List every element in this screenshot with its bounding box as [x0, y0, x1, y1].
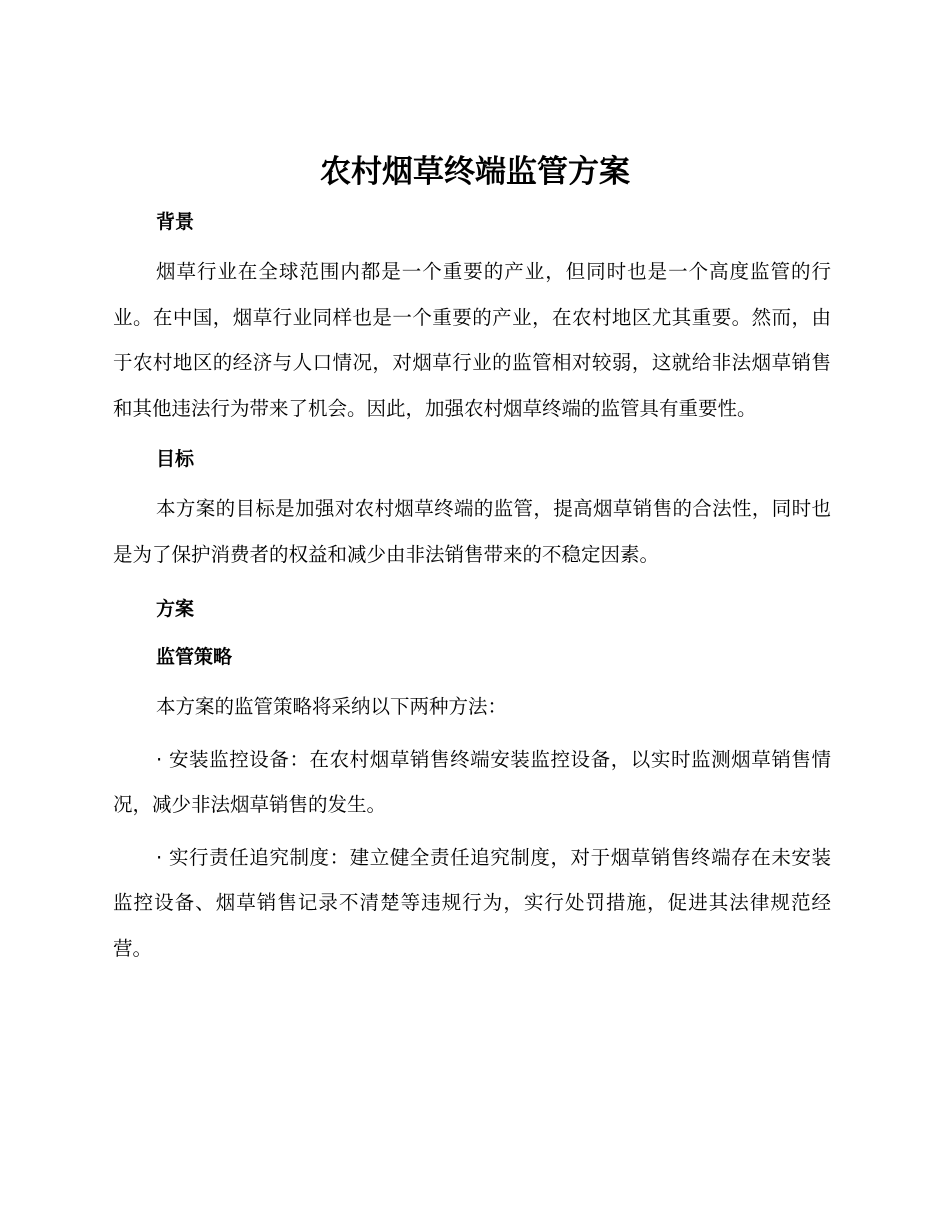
document-title: 农村烟草终端监管方案 — [320, 154, 630, 190]
goal-paragraph: 本方案的目标是加强对农村烟草终端的监管，提高烟草销售的合法性，同时也是为了保护消费者的权益和减少由非法销售带来的不稳定因素。 — [113, 497, 831, 566]
list-item: · 实行责任追究制度：建立健全责任追究制度，对于烟草销售终端存在未安装监控设备、烟草销售记录不清楚等违规行为，实行处罚措施，促进其法律规范经营。 — [113, 845, 831, 960]
strategy-intro: 本方案的监管策略将采纳以下两种方法： — [156, 695, 508, 718]
section-heading-plan: 方案 — [156, 598, 195, 620]
section-heading-background: 背景 — [156, 211, 195, 233]
section-heading-strategy: 监管策略 — [156, 646, 233, 668]
document-body — [113, 206, 831, 971]
background-paragraph: 烟草行业在全球范围内都是一个重要的产业，但同时也是一个高度监管的行业。在中国，烟草行业同样也是一个重要的产业，在农村地区尤其重要。然而，由于农村地区的经济与人口情况，对烟草行业的监管相对较弱，这就给非法烟草销售和其他违法行为带来了机会。因此，加强农村烟草终端的监管具有重要性。 — [113, 260, 831, 420]
section-heading-goal: 目标 — [156, 448, 195, 470]
list-item: · 安装监控设备：在农村烟草销售终端安装监控设备，以实时监测烟草销售情况，减少非法烟草销售的发生。 — [113, 747, 831, 816]
